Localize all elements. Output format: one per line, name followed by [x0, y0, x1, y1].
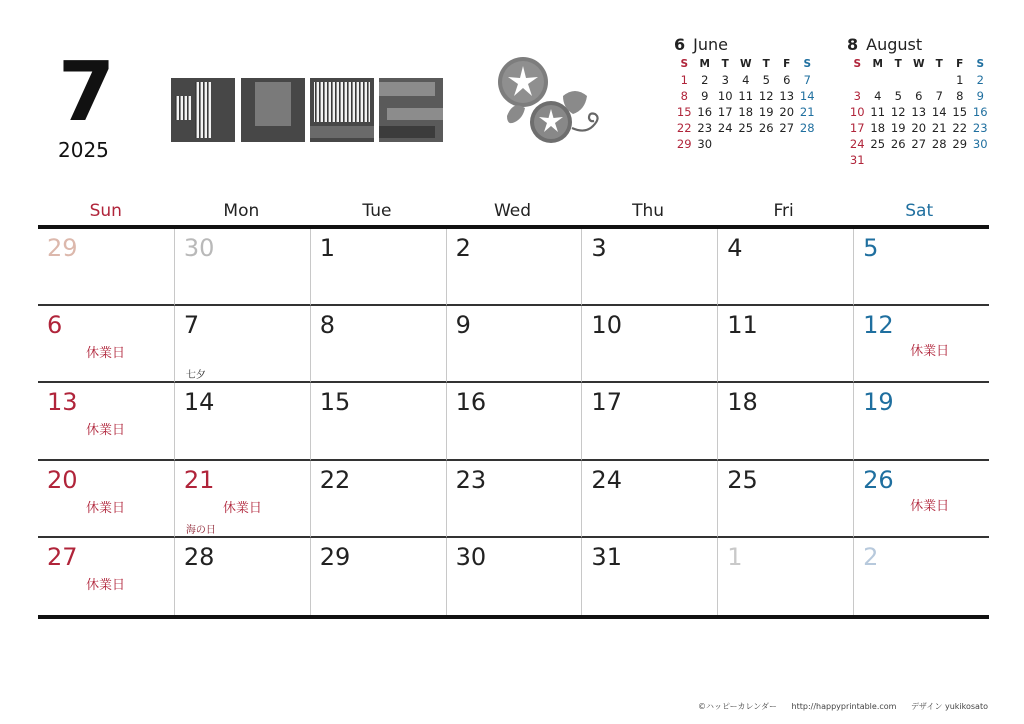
mini-day: 3	[721, 73, 729, 87]
day-number: 4	[727, 234, 743, 262]
mini-day	[868, 72, 889, 88]
mini-weekday: F	[783, 58, 791, 70]
day-number: 25	[727, 465, 758, 494]
mini-day: 26	[758, 121, 774, 135]
weekday-header-row	[38, 198, 987, 226]
morning-glory-illustration	[493, 56, 611, 146]
mini-day: 5	[762, 73, 770, 87]
mini-day: 30	[972, 137, 988, 151]
mini-day: 12	[758, 89, 774, 103]
day-number: 11	[727, 311, 758, 340]
mini-day: 14	[799, 89, 815, 103]
mini-weekday: T	[721, 58, 729, 70]
day-cell	[310, 461, 446, 538]
mini-day	[736, 136, 757, 152]
mini-day: 18	[738, 105, 754, 119]
closed-day-label: 休業日	[86, 577, 126, 593]
mini-day: 29	[952, 137, 968, 151]
mini-day	[909, 72, 930, 88]
day-cell	[310, 383, 446, 460]
mini-day: 8	[956, 89, 964, 103]
mini-weekday: W	[739, 58, 752, 70]
mini-day: 9	[701, 89, 709, 103]
mini-day: 23	[697, 121, 713, 135]
day-cell	[174, 538, 310, 615]
mini-day: 9	[976, 89, 984, 103]
grid-bottom-rule	[38, 615, 989, 619]
mini-day: 23	[972, 121, 988, 135]
mini-day	[756, 136, 777, 152]
day-number: 19	[863, 388, 894, 417]
mini-calendar-august	[847, 34, 987, 168]
weekday-thu: Thu	[632, 201, 665, 221]
weekday-mon: Mon	[223, 201, 260, 221]
mini-day	[950, 152, 971, 168]
mini-day: 7	[803, 73, 811, 87]
weekday-fri: Fri	[773, 201, 794, 221]
footer-url: http://happyprintable.com	[791, 702, 897, 711]
mini-weekday: S	[976, 58, 985, 70]
closed-day-label: 休業日	[86, 423, 126, 439]
mini-day: 2	[976, 73, 984, 87]
calendar-grid	[38, 229, 989, 615]
day-cell	[446, 383, 582, 460]
day-number: 3	[591, 234, 607, 262]
day-number: 23	[455, 465, 487, 494]
day-cell	[581, 383, 717, 460]
weekday-wed: Wed	[493, 201, 532, 221]
mini-weekday: M	[872, 58, 883, 70]
day-cell	[174, 383, 310, 460]
day-number: 2	[455, 234, 471, 262]
footer-credit: デザイン yukikosato	[911, 702, 988, 711]
mini-day: 15	[676, 105, 692, 119]
mini-day	[847, 72, 868, 88]
day-number: 10	[591, 311, 622, 340]
mini-day: 11	[870, 105, 886, 119]
day-number: 9	[455, 311, 471, 340]
mini-day: 4	[874, 89, 882, 103]
mini-day: 14	[931, 105, 947, 119]
month-title-artwork	[171, 78, 443, 142]
day-number: 20	[47, 465, 78, 494]
day-cell	[581, 306, 717, 383]
day-cell	[717, 461, 853, 538]
mini-day	[929, 72, 950, 88]
day-cell	[853, 229, 989, 306]
mini-day: 20	[911, 121, 927, 135]
day-number: 22	[319, 465, 351, 494]
day-cell	[581, 229, 717, 306]
day-number: 8	[319, 311, 335, 340]
mini-day: 17	[717, 105, 733, 119]
day-number: 30	[183, 234, 215, 262]
mini-day: 28	[799, 121, 815, 135]
day-cell	[38, 383, 174, 460]
day-cell	[853, 461, 989, 538]
day-cell	[310, 306, 446, 383]
mini-day: 19	[890, 121, 906, 135]
closed-day-label: 休業日	[910, 344, 950, 360]
mini-day: 10	[849, 105, 865, 119]
day-number: 6	[47, 311, 63, 340]
mini-weekday: T	[762, 58, 770, 70]
day-number: 30	[455, 542, 487, 571]
footer	[686, 701, 988, 712]
mini-day: 30	[697, 137, 713, 151]
mini-calendar-grid	[674, 56, 814, 152]
mini-day: 13	[911, 105, 927, 119]
mini-day: 1	[956, 73, 964, 87]
mini-day: 22	[676, 121, 692, 135]
weekday-sat: Sat	[905, 201, 934, 221]
mini-day	[970, 152, 991, 168]
mini-calendar-grid	[847, 56, 987, 168]
day-cell	[38, 306, 174, 383]
closed-day-label: 休業日	[222, 500, 262, 516]
day-number: 14	[183, 388, 215, 417]
mini-weekday: F	[956, 58, 964, 70]
mini-day: 24	[849, 137, 865, 151]
mini-calendar-header	[847, 34, 987, 56]
mini-day: 2	[701, 73, 709, 87]
day-number: 1	[319, 234, 335, 262]
day-cell	[174, 461, 310, 538]
mini-month-number: 8	[847, 35, 859, 54]
day-number: 2	[863, 542, 879, 571]
mini-day: 16	[972, 105, 988, 119]
day-number: 7	[183, 311, 200, 340]
mini-day: 1	[680, 73, 688, 87]
day-cell	[581, 461, 717, 538]
mini-day: 24	[717, 121, 733, 135]
mini-day: 25	[738, 121, 754, 135]
day-cell	[38, 229, 174, 306]
mini-day: 8	[680, 89, 688, 103]
day-number: 12	[863, 311, 894, 340]
day-cell	[310, 538, 446, 615]
closed-day-label: 休業日	[86, 500, 126, 516]
day-number: 16	[455, 388, 487, 417]
day-cell	[38, 461, 174, 538]
day-number: 1	[727, 542, 743, 571]
mini-day: 26	[890, 137, 906, 151]
mini-day	[929, 152, 950, 168]
mini-day	[888, 72, 909, 88]
day-cell	[853, 538, 989, 615]
month-number: 7	[58, 45, 116, 140]
mini-weekday: T	[894, 58, 902, 70]
mini-day: 22	[952, 121, 968, 135]
mini-weekday: S	[853, 58, 862, 70]
day-cell	[446, 306, 582, 383]
day-number: 26	[863, 465, 894, 494]
mini-day: 11	[738, 89, 754, 103]
day-number: 24	[591, 465, 622, 494]
day-cell	[717, 306, 853, 383]
day-cell	[853, 306, 989, 383]
mini-day	[888, 152, 909, 168]
day-cell	[174, 306, 310, 383]
day-number: 13	[47, 388, 78, 417]
mini-weekday: T	[935, 58, 943, 70]
day-cell	[446, 229, 582, 306]
day-number: 28	[183, 542, 215, 571]
mini-day: 17	[849, 121, 865, 135]
day-cell	[717, 229, 853, 306]
day-number: 29	[47, 234, 78, 262]
mini-day: 6	[915, 89, 923, 103]
mini-calendar-june	[674, 34, 814, 152]
day-number: 17	[591, 388, 622, 417]
mini-day: 18	[870, 121, 886, 135]
event-label: 七夕	[185, 370, 206, 382]
weekday-sun: Sun	[89, 201, 122, 221]
day-number: 18	[727, 388, 758, 417]
day-cell	[310, 229, 446, 306]
mini-day: 15	[952, 105, 968, 119]
mini-day: 29	[676, 137, 692, 151]
mini-day: 7	[935, 89, 943, 103]
mini-weekday: W	[912, 58, 925, 70]
mini-day: 27	[911, 137, 927, 151]
day-cell	[853, 383, 989, 460]
mini-day	[797, 136, 818, 152]
mini-day	[868, 152, 889, 168]
mini-day: 3	[853, 89, 861, 103]
mini-weekday: S	[803, 58, 812, 70]
mini-day: 21	[799, 105, 815, 119]
mini-day: 25	[870, 137, 886, 151]
mini-day: 10	[717, 89, 733, 103]
day-cell	[446, 461, 582, 538]
mini-day: 20	[779, 105, 795, 119]
day-cell	[717, 383, 853, 460]
mini-day	[777, 136, 798, 152]
mini-day: 19	[758, 105, 774, 119]
mini-day: 6	[783, 73, 791, 87]
closed-day-label: 休業日	[910, 498, 950, 514]
mini-day: 5	[894, 89, 902, 103]
footer-brand: ©ハッピーカレンダー	[697, 702, 777, 711]
weekday-tue: Tue	[362, 201, 392, 221]
mini-month-number: 6	[674, 35, 686, 54]
mini-day	[909, 152, 930, 168]
mini-day: 28	[931, 137, 947, 151]
event-label: 海の日	[185, 524, 216, 536]
day-number: 15	[319, 388, 351, 417]
day-number: 5	[863, 234, 879, 262]
mini-day: 27	[779, 121, 795, 135]
mini-day: 4	[742, 73, 750, 87]
closed-day-label: 休業日	[86, 346, 126, 362]
day-cell	[446, 538, 582, 615]
mini-day	[715, 136, 736, 152]
day-cell	[38, 538, 174, 615]
day-number: 21	[183, 465, 215, 494]
day-number: 29	[319, 542, 351, 571]
mini-month-name: June	[693, 35, 728, 54]
mini-day: 16	[697, 105, 713, 119]
year-label: 2025	[58, 138, 109, 162]
mini-month-name: August	[866, 35, 923, 54]
day-cell	[717, 538, 853, 615]
day-number: 31	[591, 542, 622, 571]
mini-weekday: S	[680, 58, 689, 70]
mini-weekday: M	[699, 58, 710, 70]
mini-calendar-header	[674, 34, 814, 56]
day-cell	[174, 229, 310, 306]
mini-day: 31	[849, 153, 865, 167]
mini-day: 12	[890, 105, 906, 119]
mini-day: 13	[779, 89, 795, 103]
mini-day: 21	[931, 121, 947, 135]
day-number: 27	[47, 542, 78, 571]
day-cell	[581, 538, 717, 615]
